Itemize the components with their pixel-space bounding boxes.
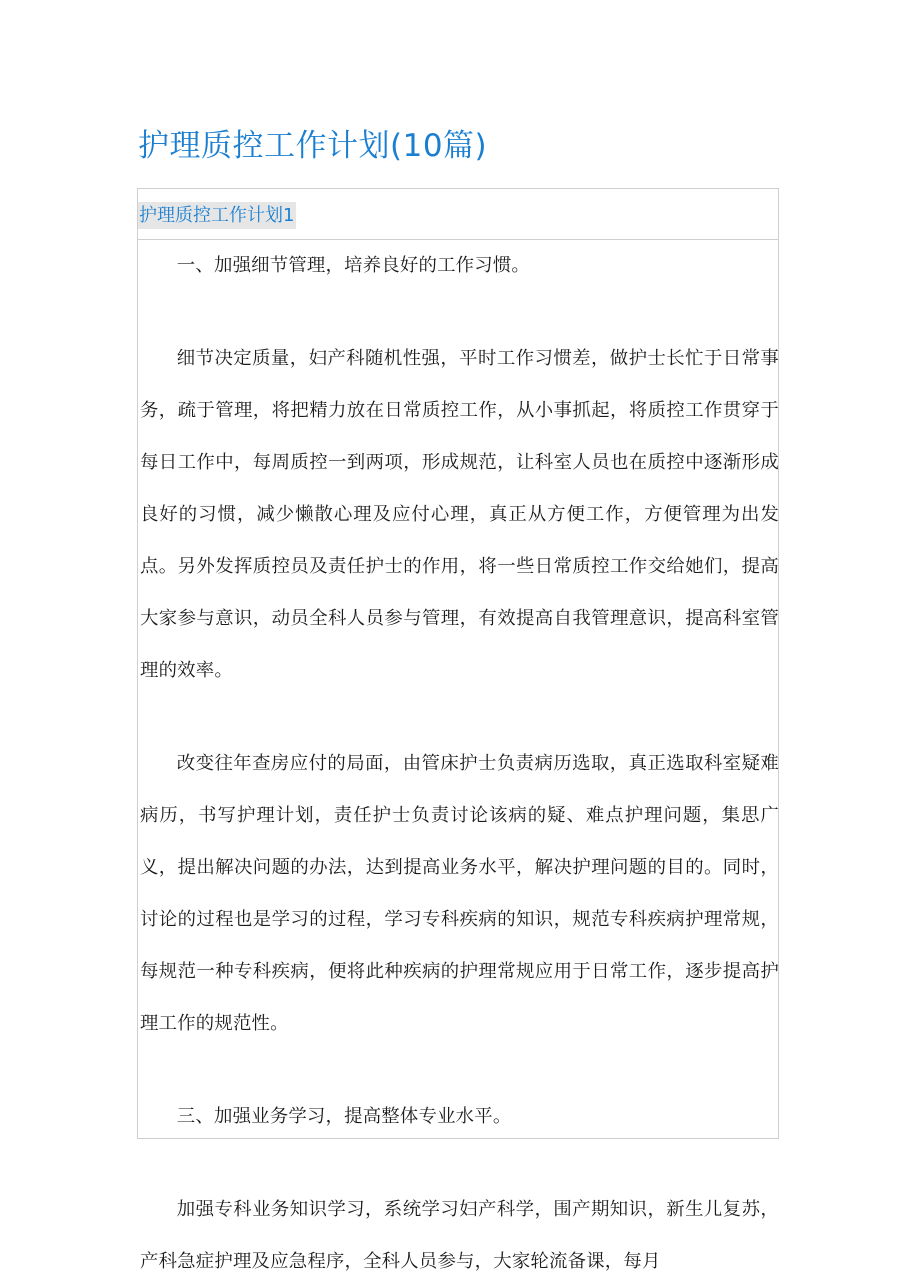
page-title: 护理质控工作计划(10篇) <box>138 128 488 164</box>
section-header <box>138 189 778 240</box>
document-frame <box>137 188 779 1272</box>
paragraph-study: 加强专科业务知识学习，系统学习妇产科学，围产期知识，新生儿复苏，产科急症护理及应急程序，全科人员参与，大家轮流备课，每月 <box>140 1199 779 1272</box>
paragraph-details: 细节决定质量，妇产科随机性强，平时工作习惯差，做护士长忙于日常事务，疏于管理，将把精力放在日常质控工作，从小事抓起，将质控工作贯穿于每日工作中，每周质控一到两项，形成规范，让科室人员也在质控中逐渐形成良好的习惯，减少懒散心理及应付心理，真正从方便工作，方便管理为出发点。另外发挥质控员及责任护士的作用，将一些日常质控工作交给她们，提高大家参与意识，动员全科人员参与管理，有效提高自我管理意识，提高科室管理的效率。 <box>140 348 779 681</box>
paragraph-heading-1: 一、加强细节管理，培养良好的工作习惯。 <box>176 255 531 276</box>
document-body <box>138 240 780 1288</box>
paragraph-rounds: 改变往年查房应付的局面，由管床护士负责病历选取，真正选取科室疑难病历，书写护理计划，责任护士负责讨论该病的疑、难点护理问题，集思广义，提出解决问题的办法，达到提高业务水平，解决护理问题的目的。同时，讨论的过程也是学习的过程，学习专科疾病的知识，规范专科疾病护理常规，每规范一种专科疾病，便将此种疾病的护理常规应用于日常工作，逐步提高护理工作的规范性。 <box>140 753 779 1034</box>
section-title: 护理质控工作计划1 <box>138 202 296 229</box>
paragraph-heading-3: 三、加强业务学习，提高整体专业水平。 <box>176 1106 512 1127</box>
